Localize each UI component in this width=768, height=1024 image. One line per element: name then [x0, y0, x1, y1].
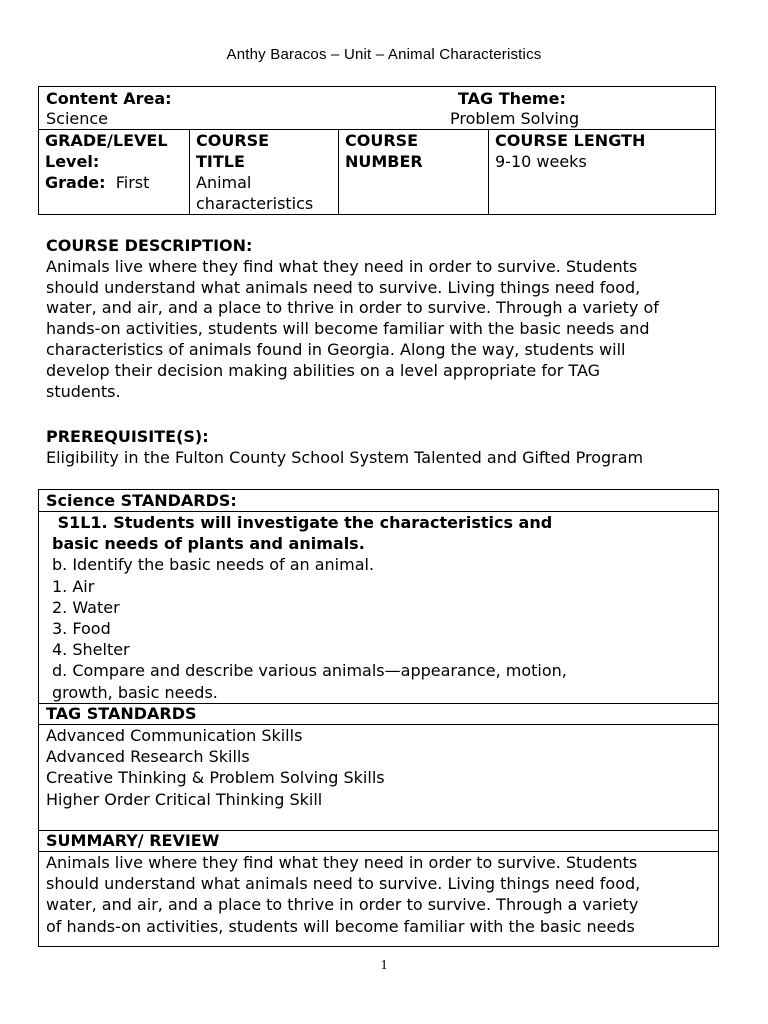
page-header: Anthy Baracos – Unit – Animal Characteristics [226, 46, 542, 63]
course-info-table [38, 86, 716, 215]
course-description-heading: COURSE DESCRIPTION: [46, 236, 253, 255]
tag-standard-item: Advanced Communication Skills [46, 726, 303, 745]
course-length-cell [489, 130, 716, 215]
grade-label-3: Grade: [45, 173, 106, 192]
course-description-line: students. [46, 381, 121, 401]
course-description-line: should understand what animals need to survive. Living things need food, [46, 277, 641, 297]
standard-line: 4. Shelter [52, 640, 130, 660]
standard-line: b. Identify the basic needs of an animal. [52, 555, 375, 575]
summary-line: of hands-on activities, students will become familiar with the basic needs [46, 916, 635, 936]
standard-s1l1-line: basic needs of plants and animals. [52, 534, 365, 554]
tag-standard-item: Advanced Research Skills [46, 747, 250, 767]
standard-line: d. Compare and describe various animals—appearance, motion, [52, 661, 567, 681]
standard-line: growth, basic needs. [52, 682, 218, 702]
tag-standards-body [39, 725, 718, 810]
course-title-label-1: COURSE [196, 131, 270, 150]
standard-line: 2. Water [52, 597, 120, 617]
tag-theme-value: Problem Solving [450, 109, 580, 128]
page-number: 1 [380, 958, 388, 973]
tag-standards-heading: TAG STANDARDS [46, 704, 197, 723]
summary-heading: SUMMARY/ REVIEW [46, 831, 220, 850]
course-description-line: Animals live where they find what they need in order to survive. Students [46, 256, 638, 276]
summary-heading-row [39, 830, 718, 851]
tag-standards-heading-row [39, 703, 718, 724]
course-title-value-2: characteristics [196, 194, 314, 213]
content-area-value: Science [46, 109, 109, 128]
prerequisites [46, 427, 736, 469]
tag-standard-item: Higher Order Critical Thinking Skill [46, 789, 323, 809]
course-number-cell [339, 130, 489, 215]
prerequisites-heading: PREREQUISITE(S): [46, 427, 209, 446]
content-area-label: Content Area: [46, 89, 172, 108]
science-standards-heading-row [39, 490, 718, 511]
summary-line: Animals live where they find what they need in order to survive. Students [46, 853, 638, 872]
grade-value: First [115, 173, 150, 192]
grade-label-1: GRADE/LEVEL [45, 131, 168, 150]
prerequisites-text: Eligibility in the Fulton County School System Talented and Gifted Program [46, 447, 644, 467]
standard-line: 3. Food [52, 619, 111, 639]
course-number-label-1: COURSE [345, 131, 419, 150]
course-number-label-2: NUMBER [345, 152, 423, 171]
tag-standard-item: Creative Thinking & Problem Solving Skills [46, 768, 385, 788]
standard-line: 1. Air [52, 576, 95, 596]
content-area-row [39, 87, 716, 130]
course-length-value: 9-10 weeks [495, 152, 587, 171]
course-title-label-2: TITLE [196, 152, 245, 171]
course-title-cell [190, 130, 339, 215]
course-description-line: characteristics of animals found in Georgia. Along the way, students will [46, 339, 626, 359]
course-description-line: develop their decision making abilities on a level appropriate for TAG [46, 360, 600, 380]
tag-theme-label: TAG Theme: [458, 89, 566, 108]
course-description [46, 236, 736, 402]
standards-table [38, 489, 719, 947]
summary-body [39, 852, 718, 937]
summary-line: should understand what animals need to survive. Living things need food, [46, 874, 641, 894]
grade-label-2: Level: [45, 152, 100, 171]
course-length-label: COURSE LENGTH [495, 131, 646, 150]
grade-level-cell [39, 130, 190, 215]
science-standards-heading: Science STANDARDS: [46, 491, 237, 510]
course-title-value-1: Animal [196, 173, 252, 192]
summary-line: water, and air, and a place to thrive in order to survive. Through a variety [46, 895, 639, 915]
standard-s1l1-line: S1L1. Students will investigate the characteristics and [52, 513, 553, 532]
course-description-line: water, and air, and a place to thrive in order to survive. Through a variety of [46, 298, 659, 318]
course-description-line: hands-on activities, students will become familiar with the basic needs and [46, 319, 650, 339]
science-standards-body [39, 512, 718, 703]
